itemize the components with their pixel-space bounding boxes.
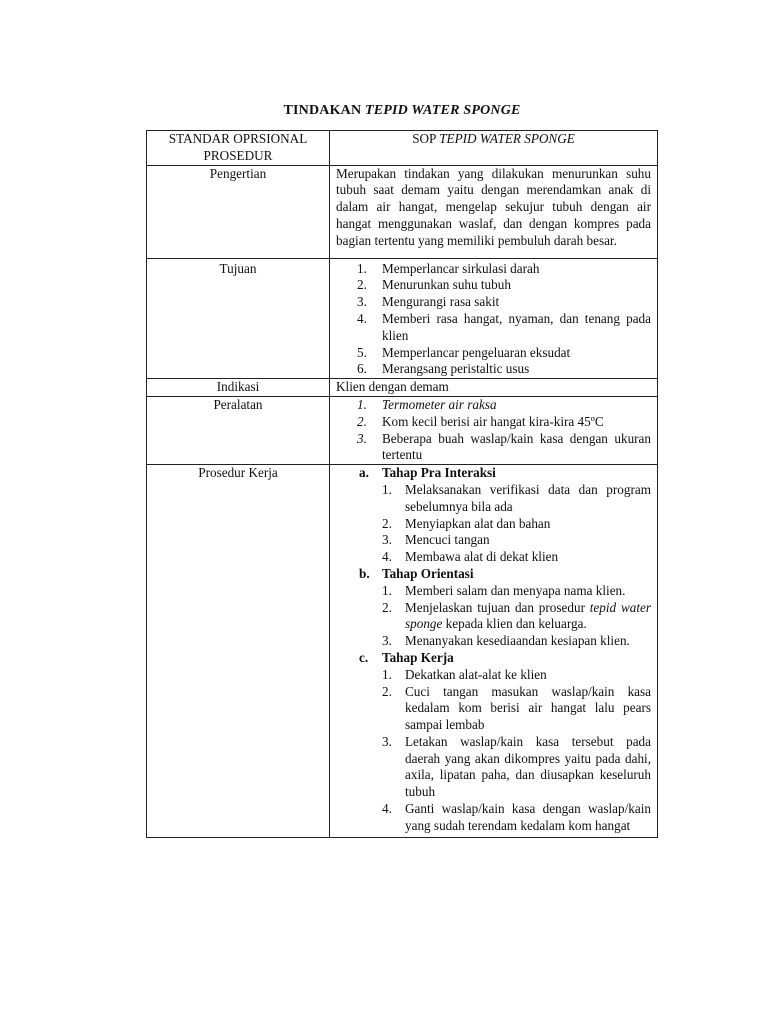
indikasi-text: Klien dengan demam xyxy=(330,379,658,397)
stage-orientasi: b. Tahap Orientasi xyxy=(359,565,474,581)
prosedur-stages xyxy=(336,465,651,482)
list-item: 4. Ganti waslap/kain kasa dengan waslap/kain yang sudah terendam kedalam kom hangat xyxy=(382,801,651,833)
peralatan-cell xyxy=(330,396,658,464)
list-item: 3. Mencuci tangan xyxy=(382,532,490,548)
tujuan-list xyxy=(336,261,651,379)
prosedur-label: Prosedur Kerja xyxy=(147,465,330,838)
list-item: 2. Cuci tangan masukan waslap/kain kasa kedalam kom berisi air hangat lalu pears sampai lembab xyxy=(382,683,651,733)
tujuan-label: Tujuan xyxy=(147,258,330,379)
row-tujuan xyxy=(147,258,658,379)
stage-heading: Tahap Pra Interaksi xyxy=(382,465,496,481)
stage-list-b xyxy=(336,566,651,583)
row-prosedur xyxy=(147,465,658,838)
header-right xyxy=(330,131,658,166)
list-item: 2. Menyiapkan alat dan bahan xyxy=(382,515,551,531)
header-left: STANDAR OPRSIONAL PROSEDUR xyxy=(147,131,330,166)
list-item: 1. Memberi salam dan menyapa nama klien. xyxy=(382,582,626,598)
list-item: 1. Melaksanakan verifikasi data dan program sebelumnya bila ada xyxy=(382,481,651,514)
list-item: 1. Termometer air raksa xyxy=(357,396,497,412)
header-right-italic: TEPID WATER SPONGE xyxy=(439,131,575,146)
list-item: 3. Letakan waslap/kain kasa tersebut pada daerah yang akan dikompres yaitu pada dahi, axila, lipatan paha, dan diusapkan keseluruh tubuh xyxy=(382,733,651,800)
peralatan-label: Peralatan xyxy=(147,396,330,464)
stage-heading: Tahap Orientasi xyxy=(382,565,474,581)
list-item: 1. Memperlancar sirkulasi darah xyxy=(357,260,540,276)
pengertian-label: Pengertian xyxy=(147,165,330,258)
row-indikasi xyxy=(147,379,658,397)
list-item: 6. Merangsang peristaltic usus xyxy=(357,361,530,377)
stage-pra-interaksi: a. Tahap Pra Interaksi xyxy=(359,465,496,481)
header-row xyxy=(147,131,658,166)
pra-list xyxy=(336,482,651,566)
indikasi-label: Indikasi xyxy=(147,379,330,397)
row-peralatan xyxy=(147,396,658,464)
title-lead: TINDAKAN xyxy=(283,103,365,118)
list-item: 4. Memberi rasa hangat, nyaman, dan tenang pada klien xyxy=(357,310,651,343)
kerja-list xyxy=(336,667,651,835)
stage-list-c xyxy=(336,650,651,667)
list-item: 2. Menurunkan suhu tubuh xyxy=(357,277,511,293)
list-item: 3. Beberapa buah waslap/kain kasa dengan ukuran tertentu xyxy=(357,430,651,463)
row-pengertian xyxy=(147,165,658,258)
stage-heading: Tahap Kerja xyxy=(382,649,454,665)
prosedur-cell xyxy=(330,465,658,838)
list-item: 3. Mengurangi rasa sakit xyxy=(357,294,500,310)
pengertian-text: Merupakan tindakan yang dilakukan menurunkan suhu tubuh saat demam yaitu dengan merendamkan anak di dalam air hangat, mengelap sekujur tubuh dengan air hangat menggunakan waslaf, dan dengan kompres pada bagian tertentu yang memiliki pembuluh darah besar. xyxy=(330,165,658,258)
list-item: 1. Dekatkan alat-alat ke klien xyxy=(382,666,547,682)
list-item: 2. Menjelaskan tujuan dan prosedur tepid water sponge kepada klien dan keluarga. xyxy=(382,599,651,632)
peralatan-list xyxy=(336,397,651,464)
document-title xyxy=(0,103,768,119)
stage-kerja: c. Tahap Kerja xyxy=(359,649,454,665)
header-right-lead: SOP xyxy=(412,131,440,146)
list-item: 4. Membawa alat di dekat klien xyxy=(382,549,559,565)
title-italic: TEPID WATER SPONGE xyxy=(364,103,521,118)
list-item: 5. Memperlancar pengeluaran eksudat xyxy=(357,344,571,360)
sop-table xyxy=(146,130,658,838)
list-item: 2. Kom kecil berisi air hangat kira-kira 45ºC xyxy=(357,413,604,429)
list-item: 3. Menanyakan kesediaandan kesiapan klien. xyxy=(382,633,630,649)
orientasi-list xyxy=(336,583,651,650)
tujuan-cell xyxy=(330,258,658,379)
